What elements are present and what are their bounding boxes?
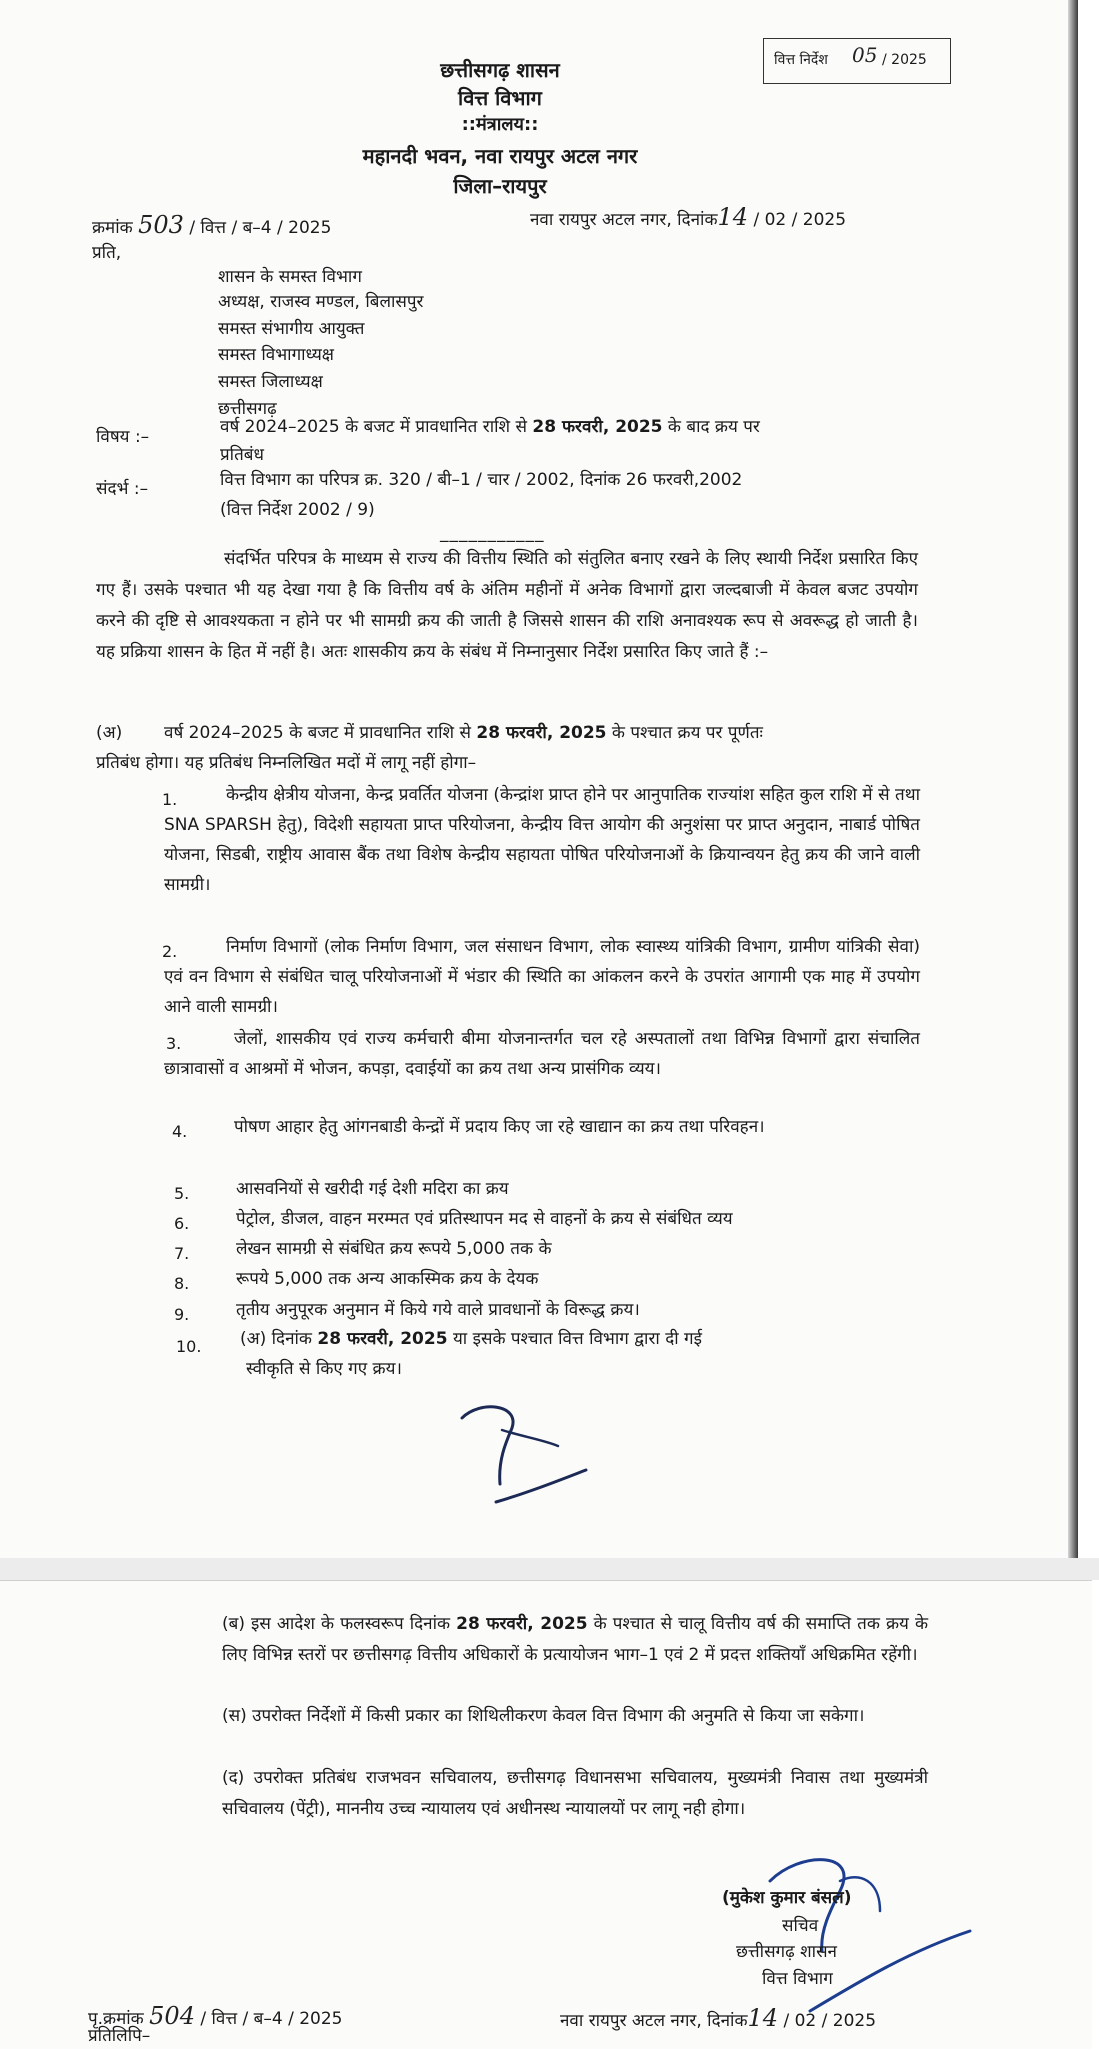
signatory-name: (मुकेश कुमार बंसल) xyxy=(722,1888,852,1908)
item-7-text: लेखन सामग्री से संबंधित क्रय रूपये 5,000 तक के xyxy=(236,1239,552,1259)
header-line-5: जिला–रायपुर xyxy=(453,174,547,198)
item-6-number: 6. xyxy=(174,1214,190,1233)
prati-label: प्रति, xyxy=(92,243,122,263)
item-1-number: 1. xyxy=(162,790,178,809)
subject-label: विषय :– xyxy=(96,427,150,447)
item-10-number: 10. xyxy=(176,1337,202,1356)
recipient-5: समस्त जिलाध्यक्ष xyxy=(218,372,323,392)
directive-year: / 2025 xyxy=(882,52,927,68)
header-line-1: छत्तीसगढ़ शासन xyxy=(440,58,560,82)
place-date: नवा रायपुर अटल नगर, दिनांक14 / 02 / 2025 xyxy=(530,203,847,231)
signature-mark xyxy=(440,1380,600,1520)
item-4-text: पोषण आहार हेतु आंगनबाडी केन्द्रों में प्रदाय किए जा रहे खाद्यान का क्रय तथा परिवहन। xyxy=(234,1117,765,1137)
copy-label: प्रतिलिपि– xyxy=(88,2026,151,2046)
subject-line-2: प्रतिबंध xyxy=(220,445,264,465)
divider: ___________ xyxy=(440,523,545,543)
endorsement-number: पृ.क्रमांक 504 / वित्त / ब–4 / 2025 xyxy=(88,2002,343,2030)
intro-paragraph: संदर्भित परिपत्र के माध्यम से राज्य की वित्तीय स्थिति को संतुलित बनाए रखने के लिए स्थायी निर्देश प्रसारित किए गए हैं। उसके पश्चात भी यह देखा गया है कि वित्तीय वर्ष के अंतिम महीनों में अनेक विभागों द्वारा जल्दबाजी में केवल बजट उपयोग करने की दृष्टि से आवश्यकता न होने पर भी सामग्री क्रय की जाती है जिससे शासन की राशि अनावश्यक रूप से अवरूद्ध हो जाती है। यह प्रक्रिया शासन के हित में नहीं है। अतः शासकीय क्रय के संबंध में निम्नानुसार निर्देश प्रसारित किए जाते हैं :– xyxy=(96,549,918,662)
signatory-dept: वित्त विभाग xyxy=(762,1969,833,1989)
reference-label: संदर्भ :– xyxy=(96,479,149,499)
header-line-4: महानदी भवन, नवा रायपुर अटल नगर xyxy=(362,144,638,168)
item-3-text: जेलों, शासकीय एवं राज्य कर्मचारी बीमा योजनान्तर्गत चल रहे अस्पतालों तथा विभिन्न विभागों द्वारा संचालित छात्रावासों व आश्रमों में भोजन, कपड़ा, दवाईयों का क्रय तथा अन्य प्रासंगिक व्यय। xyxy=(164,1029,920,1079)
order-number-handwritten: 503 xyxy=(138,211,184,239)
document-page-2 xyxy=(0,1580,1092,2049)
reference-line-2: (वित्त निर्देश 2002 / 9) xyxy=(220,500,375,520)
signatory-designation: सचिव xyxy=(782,1916,819,1936)
recipient-2: अध्यक्ष, राजस्व मण्डल, बिलासपुर xyxy=(218,292,424,312)
header-line-3: ::मंत्रालय:: xyxy=(461,114,539,135)
item-9-number: 9. xyxy=(174,1305,190,1324)
reference-line-1: वित्त विभाग का परिपत्र क्र. 320 / बी–1 / चार / 2002, दिनांक 26 फरवरी,2002 xyxy=(220,470,743,490)
para-s: (स) उपरोक्त निर्देशों में किसी प्रकार का शिथिलीकरण केवल वित्त विभाग की अनुमति से किया जा सकेगा। xyxy=(222,1706,865,1726)
item-3-number: 3. xyxy=(166,1034,182,1053)
para-a-label: (अ) xyxy=(96,723,123,743)
item-4-number: 4. xyxy=(172,1122,188,1141)
header-line-2: वित्त विभाग xyxy=(458,86,542,110)
item-10-text: (अ) दिनांक 28 फरवरी, 2025 या इसके पश्चात वित्त विभाग द्वारा दी गई xyxy=(240,1329,702,1349)
endorsement-date: नवा रायपुर अटल नगर, दिनांक14 / 02 / 2025 xyxy=(560,2004,877,2032)
signatory-govt: छत्तीसगढ़ शासन xyxy=(736,1942,837,1962)
item-1-text: केन्द्रीय क्षेत्रीय योजना, केन्द्र प्रवर्तित योजना (केन्द्रांश प्राप्त होने पर आनुपातिक राज्यांश सहित कुल राशि में से तथा SNA SPARSH हेतु), विदेशी सहायता प्राप्त परियोजना, केन्द्रीय वित्त आयोग की अनुशंसा पर प्राप्त अनुदान, नाबार्ड पोषित योजना, सिडबी, राष्ट्रीय आवास बैंक तथा विशेष केन्द्रीय सहायता पोषित परियोजनाओं के क्रियान्वयन हेतु क्रय की जाने वाली सामग्री। xyxy=(164,785,920,895)
directive-label: वित्त निर्देश xyxy=(774,52,828,68)
item-2-text: निर्माण विभागों (लोक निर्माण विभाग, जल संसाधन विभाग, लोक स्वास्थ्य यांत्रिकी विभाग, ग्रामीण यांत्रिकी सेवा) एवं वन विभाग से संबंधित चालू परियोजनाओं में भंडार की स्थिति का आंकलन करने के उपरांत आगामी एक माह में उपयोग आने वाली सामग्री। xyxy=(164,937,920,1017)
recipient-3: समस्त संभागीय आयुक्त xyxy=(218,319,365,339)
order-number: क्रमांक 503 / वित्त / ब–4 / 2025 xyxy=(92,211,332,239)
item-7-number: 7. xyxy=(174,1244,190,1263)
item-9-text: तृतीय अनुपूरक अनुमान में किये गये वाले प्रावधानों के विरूद्ध क्रय। xyxy=(236,1300,640,1320)
para-d: (द) उपरोक्त प्रतिबंध राजभवन सचिवालय, छत्तीसगढ़ विधानसभा सचिवालय, मुख्यमंत्री निवास तथा मुख्यमंत्री सचिवालय (पेंट्री), माननीय उच्च न्यायालय एवं अधीनस्थ न्यायालयों पर लागू नही होगा। xyxy=(222,1768,928,1819)
para-b: (ब) इस आदेश के फलस्वरूप दिनांक 28 फरवरी, 2025 के पश्चात से चालू वित्तीय वर्ष की समाप्ति तक क्रय के लिए विभिन्न स्तरों पर छत्तीसगढ़ वित्तीय अधिकारों के प्रत्यायोजन भाग–1 एवं 2 में प्रदत्त शक्तियाँ अधिक्रमित रहेंगी। xyxy=(222,1614,929,1665)
subject-text: वर्ष 2024–2025 के बजट में प्रावधानित राशि से 28 फरवरी, 2025 के बाद क्रय पर xyxy=(220,417,760,437)
para-a-line-2: प्रतिबंध होगा। यह प्रतिबंध निम्नलिखित मदों में लागू नहीं होगा– xyxy=(96,753,477,773)
page-edge-shadow xyxy=(1068,0,1078,1560)
page-gap xyxy=(0,1558,1099,1580)
item-5-number: 5. xyxy=(174,1184,190,1203)
item-8-number: 8. xyxy=(174,1274,190,1293)
item-2-number: 2. xyxy=(162,942,178,961)
directive-number: 05 xyxy=(852,43,878,67)
para-a-text: वर्ष 2024–2025 के बजट में प्रावधानित राशि से 28 फरवरी, 2025 के पश्चात क्रय पर पूर्णतः xyxy=(164,723,763,743)
item-6-text: पेट्रोल, डीजल, वाहन मरम्मत एवं प्रतिस्थापन मद से वाहनों के क्रय से संबंधित व्यय xyxy=(236,1209,733,1229)
item-5-text: आसवनियों से खरीदी गई देशी मदिरा का क्रय xyxy=(236,1179,509,1199)
item-10-line-2: स्वीकृति से किए गए क्रय। xyxy=(246,1359,402,1379)
item-8-text: रूपये 5,000 तक अन्य आकस्मिक क्रय के देयक xyxy=(236,1269,539,1289)
recipient-6: छत्तीसगढ़ xyxy=(218,399,277,419)
recipient-1: शासन के समस्त विभाग xyxy=(218,267,362,287)
recipient-4: समस्त विभागाध्यक्ष xyxy=(218,345,334,365)
